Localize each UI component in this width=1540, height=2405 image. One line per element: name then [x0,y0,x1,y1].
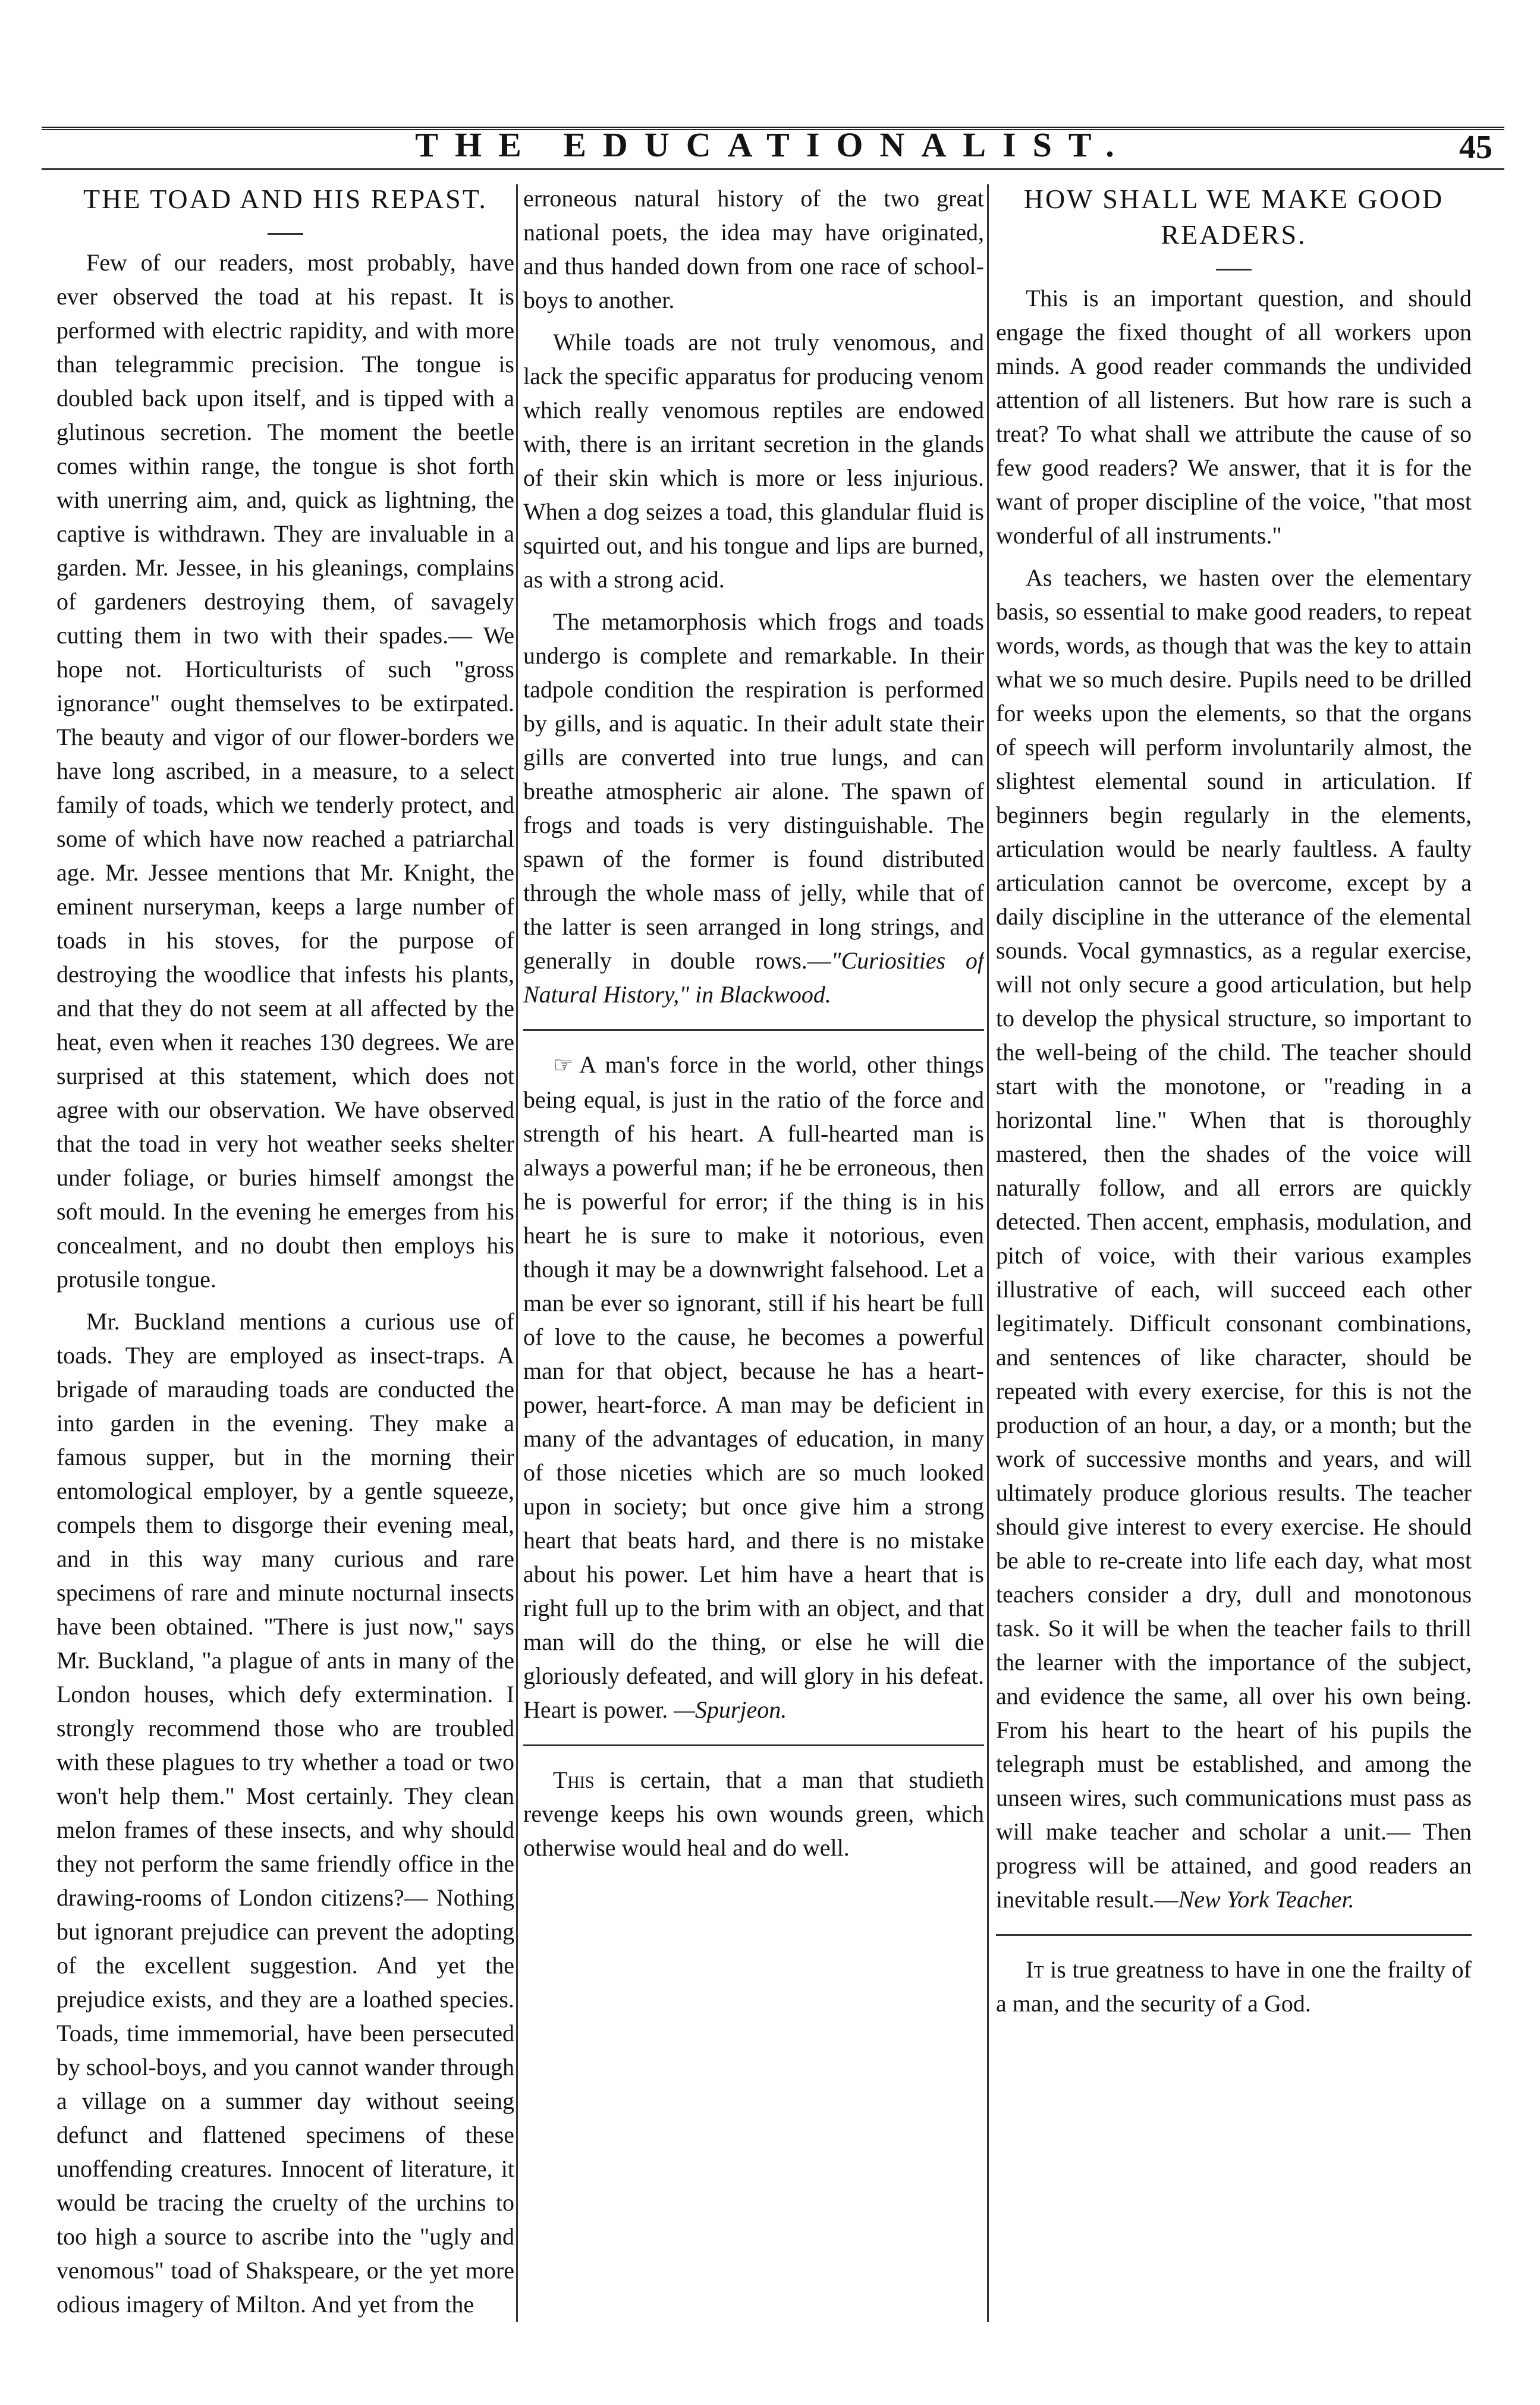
toad-paragraph-4 [523,605,984,1011]
page-header [42,116,1504,175]
article-separator [996,1934,1472,1936]
greatness-lead: It [1026,1956,1044,1983]
column-divider [987,184,989,2322]
column-divider [516,184,518,2322]
revenge-article [523,1763,984,1865]
toad-paragraph-2: Mr. Buckland mentions a curious use of toads. They are employed as insect-traps. A brigade of marauding toads are conducted the into garden in the evening. They make a famous supper, but in the morning their entomological employer, by a gentle squeeze, compels them to disgorge their evening meal, and in this way many curious and rare specimens of rare and minute nocturnal insects have been obtained. "There is just now," says Mr. Buckland, "a plague of ants in many of the London houses, which defy extermination. I strongly recommend those who are troubled with these plagues to try whether a toad or two won't help them." Most certainly. They clean melon frames of these insects, and why should they not perform the same friendly office in the drawing-rooms of London citizens?— Nothing but ignorant prejudice can prevent the adopting of the excellent suggestion. And yet the prejudice exists, and they are a loathed species. Toads, time immemorial, have been persecuted by school-boys, and you cannot wander through a village on a summer day without seeing defunct and flattened specimens of these unoffending creatures. Innocent of literature, it would be tracing the cruelty of the urchins to too high a source to ascribe into the "ugly and venomous" toad of Shakspeare, or the yet more odious imagery of Milton. And yet from the [56,1308,514,2318]
readers-source: New York Teacher. [1178,1886,1354,1913]
greatness-text: is true greatness to have in one the frailty of a man, and the security of a God. [996,1956,1472,2017]
article-separator [523,1744,984,1746]
masthead: THE EDUCATIONALIST. [415,125,1131,164]
article-title-toad: THE TOAD AND HIS REPAST. [83,184,488,214]
title-dash [996,259,1472,276]
column-3 [996,181,1472,2340]
heart-article [523,1048,984,1727]
revenge-lead: This [553,1766,595,1793]
readers-paragraph-2-text: As teachers, we hasten over the elementary basis, so essential to make good readers, to repeat words, words, as though that was the key to attain what we so much desire. Pupils need to be drilled for weeks upon the elements, so that the organs of speech will perform involuntarily almost, the slightest elemental sound in articulation. If beginners begin regularly in the elements, articulation would be nearly faultless. A faulty articulation cannot be overcome, except by a daily discipline in the utterance of the elemental sounds. Vocal gymnastics, as a regular exercise, will not only secure a good articulation, but help to develop the physical structure, so important to the well-being of the child. The teacher should start with the monotone, or "reading in a horizontal line." When that is thoroughly mastered, then the shades of the voice will naturally follow, and all errors are quickly detected. Then accent, emphasis, modulation, and pitch of voice, with their various examples illustrative of each, will succeed each other legitimately. Difficult consonant combinations, and sentences of like character, should be repeated with every exercise, for this is not the production of an hour, a day, or a month; but the work of successive months and years, and will ultimately produce glorious results. The teacher should give interest to every exercise. He should be able to re-create into life each day, what most teachers consider a dry, dull and monotonous task. So it will be when the teacher fails to thrill the learner with the importance of the subject, and evidence the same, all over his own being. From his heart to the heart of his pupils the telegraph must be established, and among the unseen wires, such communications must pass as will make teacher and scholar a unit.— Then progress will be attained, and good readers an inevitable result.— [996,564,1472,1913]
column-2 [523,181,984,2340]
readers-paragraph-2 [996,561,1472,1916]
toad-paragraph-3: While toads are not truly venomous, and lack the specific apparatus for producing venom which really venomous reptiles are endowed with, there is an irritant secretion in the glands of their skin which is more or less injurious. When a dog seizes a toad, this glandular fluid is squirted out, and his tongue and lips are burned, as with a strong acid. [523,329,984,593]
toad-continuation: erroneous natural history of the two great national poets, the idea may have originated, and thus handed down from one race of school-boys to another. [523,185,984,313]
revenge-text: is certain, that a man that studieth revenge keeps his own wounds green, which otherwise would heal and do well. [523,1766,984,1861]
pointing-hand-icon: ☞ [553,1053,574,1078]
heart-source: —Spurjeon. [674,1696,787,1723]
heart-article-text: A man's force in the world, other things being equal, is just in the ratio of the force and strength of his heart. A full-hearted man is always a powerful man; if he be erroneous, then he is powerful for error; if the thing is in his heart he is sure to make it notorious, even though it may be a downwright falsehood. Let a man be ever so ignorant, still if his heart be full of love to the cause, he becomes a powerful man for that object, because he has a heart-power, heart-force. A man may be deficient in many of the advantages of education, in many of those niceties which are so much looked upon in society; but once give him a strong heart that beats hard, and there is no mistake about his power. Let him have a heart that is right full up to the brim with an object, and that man will do the thing, or else he will die gloriously defeated, and will glory in his defeat. Heart is power. [523,1051,984,1723]
toad-source: "Curiosities of Natural History," in Blackwood. [523,947,984,1008]
page-number: 45 [1459,129,1492,166]
header-rule [42,168,1504,170]
toad-paragraph-1: Few of our readers, most probably, have ever observed the toad at his repast. It is performed with electric rapidity, and with more than telegrammic precision. The tongue is doubled back upon itself, and is tipped with a glutinous secretion. The moment the beetle comes within range, the tongue is shot forth with unerring aim, and, quick as lightning, the captive is withdrawn. They are invaluable in a garden. Mr. Jessee, in his gleanings, complains of gardeners destroying them, of savagely cutting them in two with their spades.— We hope not. Horticulturists of such "gross ignorance" ought themselves to be extirpated. The beauty and vigor of our flower-borders we have long ascribed, in a measure, to a select family of toads, which we tenderly protect, and some of which have now reached a patriarchal age. Mr. Jessee mentions that Mr. Knight, the eminent nurseryman, keeps a large number of toads in his stoves, for the purpose of destroying the woodlice that infests his plants, and that they do not seem at all affected by the heat, even when it reaches 130 degrees. We are surprised at this statement, which does not agree with our observation. We have observed that the toad in very hot weather seeks shelter under foliage, or buries himself amongst the soft mould. In the evening he emerges from his concealment, and no doubt then employs his protusile tongue. [56,249,514,1293]
toad-paragraph-4-text: The metamorphosis which frogs and toads undergo is complete and remarkable. In their tadpole condition the respiration is performed by gills, and is aquatic. In their adult state their gills are converted into true lungs, and can breathe atmospheric air alone. The spawn of frogs and toads is very distinguishable. The spawn of the former is found distributed through the whole mass of jelly, while that of the latter is seen arranged in long strings, and generally in double rows.— [523,608,984,974]
article-separator [523,1029,984,1031]
title-dash [56,223,514,241]
column-1 [56,181,514,2340]
readers-paragraph-1: This is an important question, and should engage the fixed thought of all workers upon minds. A good reader commands the undivided attention of all listeners. But how rare is such a treat? To what shall we attribute the cause of so few good readers? We answer, that it is for the want of proper discipline of the voice, "that most wonderful of all instruments." [996,285,1472,549]
greatness-article [996,1953,1472,2020]
article-title-readers: HOW SHALL WE MAKE GOOD READERS. [1023,184,1444,250]
